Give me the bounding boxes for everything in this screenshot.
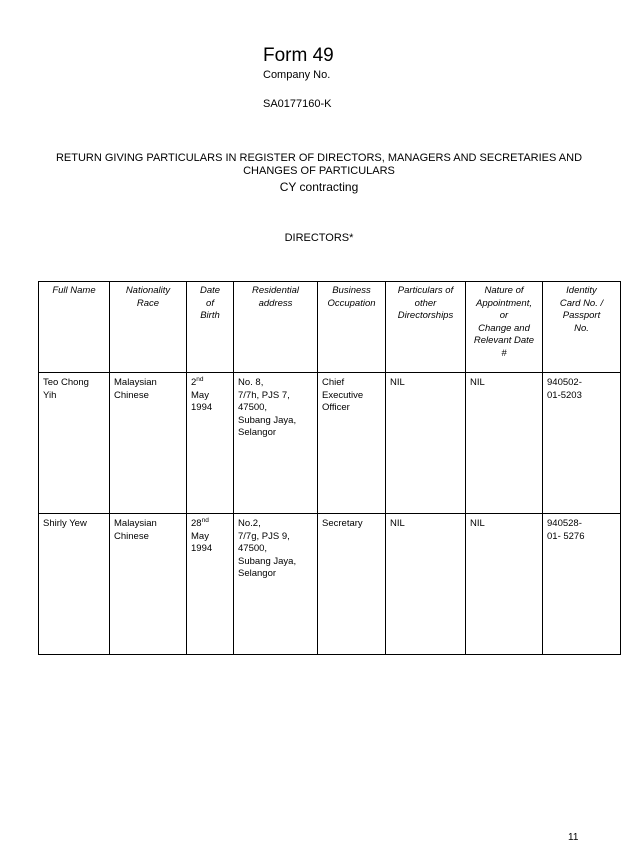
cell-nature-of-appointment: NIL [466,373,543,514]
column-header-date-of-birth: Date of Birth [187,282,234,373]
cell-full-name: Shirly Yew [39,514,110,655]
company-number: SA0177160-K [263,98,332,110]
cell-nationality: Malaysian Chinese [110,373,187,514]
cell-identity-card: 940502- 01-5203 [543,373,621,514]
directors-table [38,281,621,655]
company-name: CY contracting [279,180,359,194]
cell-full-name: Teo Chong Yih [39,373,110,514]
ordinal-suffix: nd [196,375,204,383]
cell-residential-address: No.2, 7/7g, PJS 9, 47500, Subang Jaya, Selangor [234,514,318,655]
form-title: Form 49 [263,45,334,66]
column-header-business-occupation: Business Occupation [318,282,386,373]
cell-other-directorships: NIL [386,373,466,514]
column-header-identity-card: Identity Card No. / Passport No. [543,282,621,373]
directors-section-title: DIRECTORS* [284,232,354,244]
column-header-other-directorships: Particulars of other Directorships [386,282,466,373]
column-header-nature-of-appointment: Nature of Appointment, or Change and Relevant Date # [466,282,543,373]
column-header-residential-address: Residential address [234,282,318,373]
page-number: 11 [568,832,579,843]
table-row [39,373,621,514]
table-header-row [39,282,621,373]
table-row [39,514,621,655]
column-header-full-name: Full Name [39,282,110,373]
cell-other-directorships: NIL [386,514,466,655]
return-heading-line-2: CHANGES OF PARTICULARS [243,165,395,177]
cell-nature-of-appointment: NIL [466,514,543,655]
cell-date-of-birth: 2nd May 1994 [187,373,234,514]
cell-business-occupation: Secretary [318,514,386,655]
cell-identity-card: 940528- 01- 5276 [543,514,621,655]
column-header-nationality-race: Nationality Race [110,282,187,373]
cell-nationality: Malaysian Chinese [110,514,187,655]
cell-residential-address: No. 8, 7/7h, PJS 7, 47500, Subang Jaya, Selangor [234,373,318,514]
ordinal-suffix: nd [201,516,209,524]
return-heading-line-1: RETURN GIVING PARTICULARS IN REGISTER OF DIRECTORS, MANAGERS AND SECRETARIES AND [55,152,583,164]
return-heading [20,152,618,178]
company-number-label: Company No. [263,69,331,81]
cell-date-of-birth: 28nd May 1994 [187,514,234,655]
cell-business-occupation: Chief Executive Officer [318,373,386,514]
